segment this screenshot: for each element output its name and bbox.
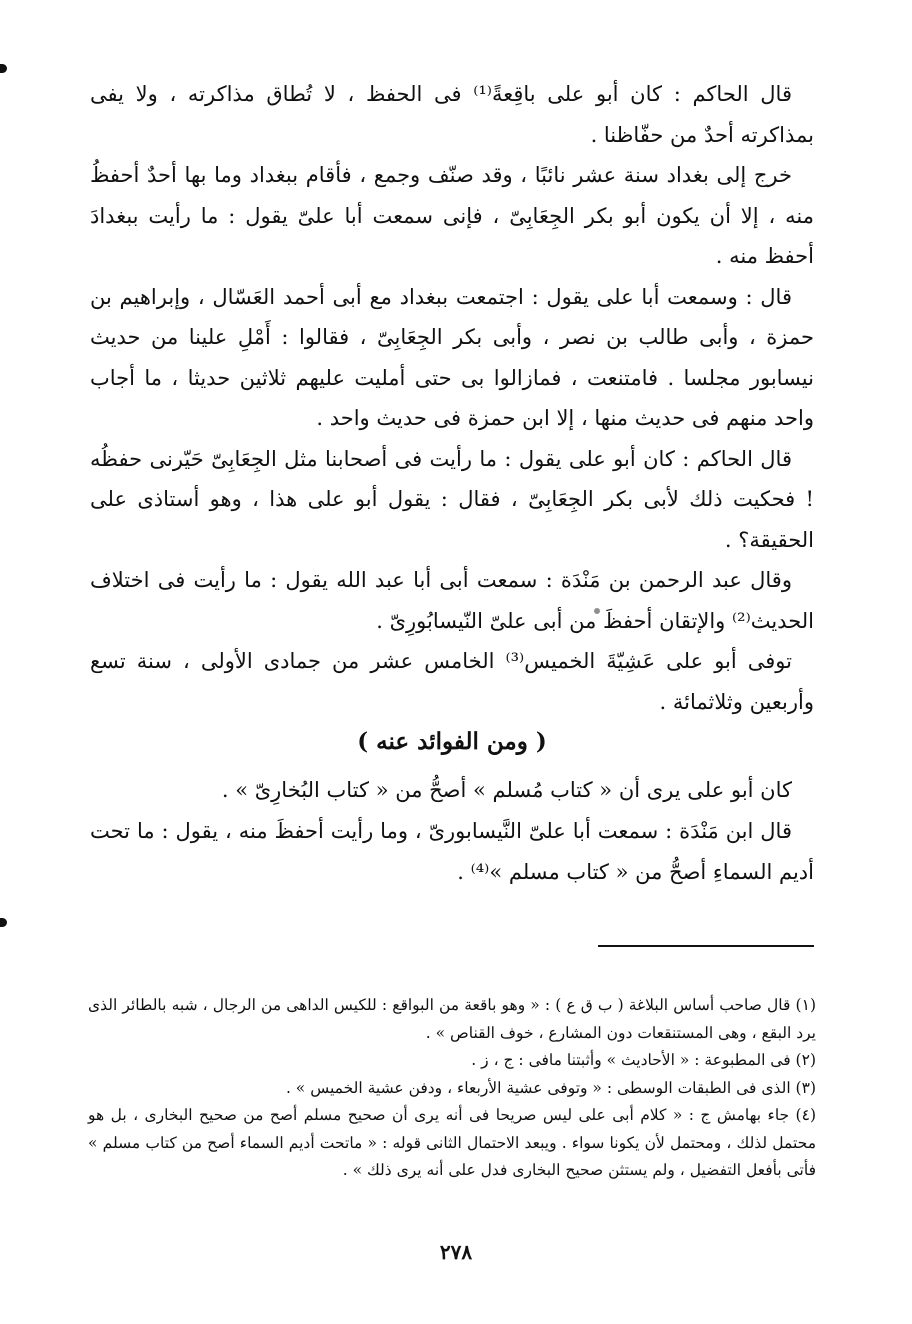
paragraph-ibn-mandah: وقال عبد الرحمن بن مَنْدَة : سمعت أبى أبا عبد الله يقول : ما رأيت فى اختلاف الحديث⁽²⁾ والإتقان أحفظَ من أبى علىّ النّيسابُورِىّ . — [90, 568, 814, 633]
footnote-4: (٤) جاء بهامش ج : « كلام أبى على ليس صريحا فى أنه يرى أن صحيح مسلم أصح من صحيح البخارى ، بل هو محتمل لذلك ، ومحتمل لأن يكونا سواء . ويبعد الاحتمال الثانى قوله : « ماتحت أديم السماء أصح من كتاب مسلم » فأتى بأفعل التفضيل ، ولم يستثن صحيح البخارى فدل على أنه يرى ذلك » . — [88, 1106, 816, 1179]
footnote-2: (٢) فى المطبوعة : « الأحاديث » وأثبتنا مافى : ج ، ز . — [471, 1051, 816, 1069]
main-text-block — [90, 74, 814, 722]
paragraph-hakim-baqiah: قال الحاكم : كان أبو على باقِعةً⁽¹⁾ فى الحفظ ، لا تُطاق مذاكرته ، ولا يفى بمذاكرته أحدٌ من حفّاظنا . — [90, 82, 814, 147]
benefits-text-block — [90, 770, 814, 893]
margin-mark-top — [0, 64, 7, 73]
footnote-1: (١) قال صاحب أساس البلاغة ( ب ق ع ) : « وهو باقعة من البواقع : للكيس الداهى من الرجال ، شبه بالطائر الذى يرد البقع ، وهى المستنقعات دون المشارع ، خوف القناص » . — [88, 996, 816, 1042]
footnote-3: (٣) الذى فى الطبقات الوسطى : « وتوفى عشية الأربعاء ، ودفن عشية الخميس » . — [285, 1078, 816, 1097]
footnotes-block — [88, 992, 816, 1185]
paragraph-muslim-vs-bukhari: كان أبو على يرى أن « كتاب مُسلم » أصحُّ من « كتاب البُخارِىّ » . — [221, 778, 792, 802]
paragraph-baghdad: خرج إلى بغداد سنة عشر نائبًا ، وقد صنّف وجمع ، فأقام ببغداد وما بها أحدٌ أحفظُ منه ، إلا أن يكون أبو بكر الجِعَابِىّ ، فإنى سمعت أبا علىّ يقول : ما رأيت ببغدادَ أحفظ منه . — [90, 163, 814, 268]
footnote-divider — [598, 945, 814, 947]
section-heading: ( ومن الفوائد عنه ) — [357, 728, 547, 755]
page-number: ٢٧٨ — [439, 1240, 473, 1264]
paragraph-gathering: قال : وسمعت أبا على يقول : اجتمعت ببغداد مع أبى أحمد العَسّال ، وإبراهيم بن حمزة ، وأبى طالب بن نصر ، وأبى بكر الجِعَابِىّ ، فقالوا : أَمْلِ علينا من حديث نيسابور مجلسا . فامتنعت ، فمازالوا بى حتى أمليت عليهم ثلاثين حديثا ، ما أجاب واحد منهم فى حديث منها ، إلا ابن حمزة فى حديث واحد . — [90, 284, 814, 430]
margin-mark-bottom — [0, 918, 7, 927]
paragraph-jiabi: قال الحاكم : كان أبو على يقول : ما رأيت فى أصحابنا مثل الجِعَابِىّ حَيّرنى حفظُه ! فحكيت ذلك لأبى بكر الجِعَابِىّ ، فقال : يقول أبو على هذا ، وهو أستاذى على الحقيقة؟ . — [90, 446, 814, 552]
paragraph-death: توفى أبو على عَشِيّةَ الخميس⁽³⁾ الخامس عشر من جمادى الأولى ، سنة تسع وأربعين وثلاثمائة . — [90, 649, 814, 714]
paragraph-adim-al-sama: قال ابن مَنْدَة : سمعت أبا علىّ النَّيسابورىّ ، وما رأيت أحفظَ منه ، يقول : ما تحت أديم السماءِ أصحُّ من « كتاب مسلم »⁽⁴⁾ . — [90, 819, 814, 884]
